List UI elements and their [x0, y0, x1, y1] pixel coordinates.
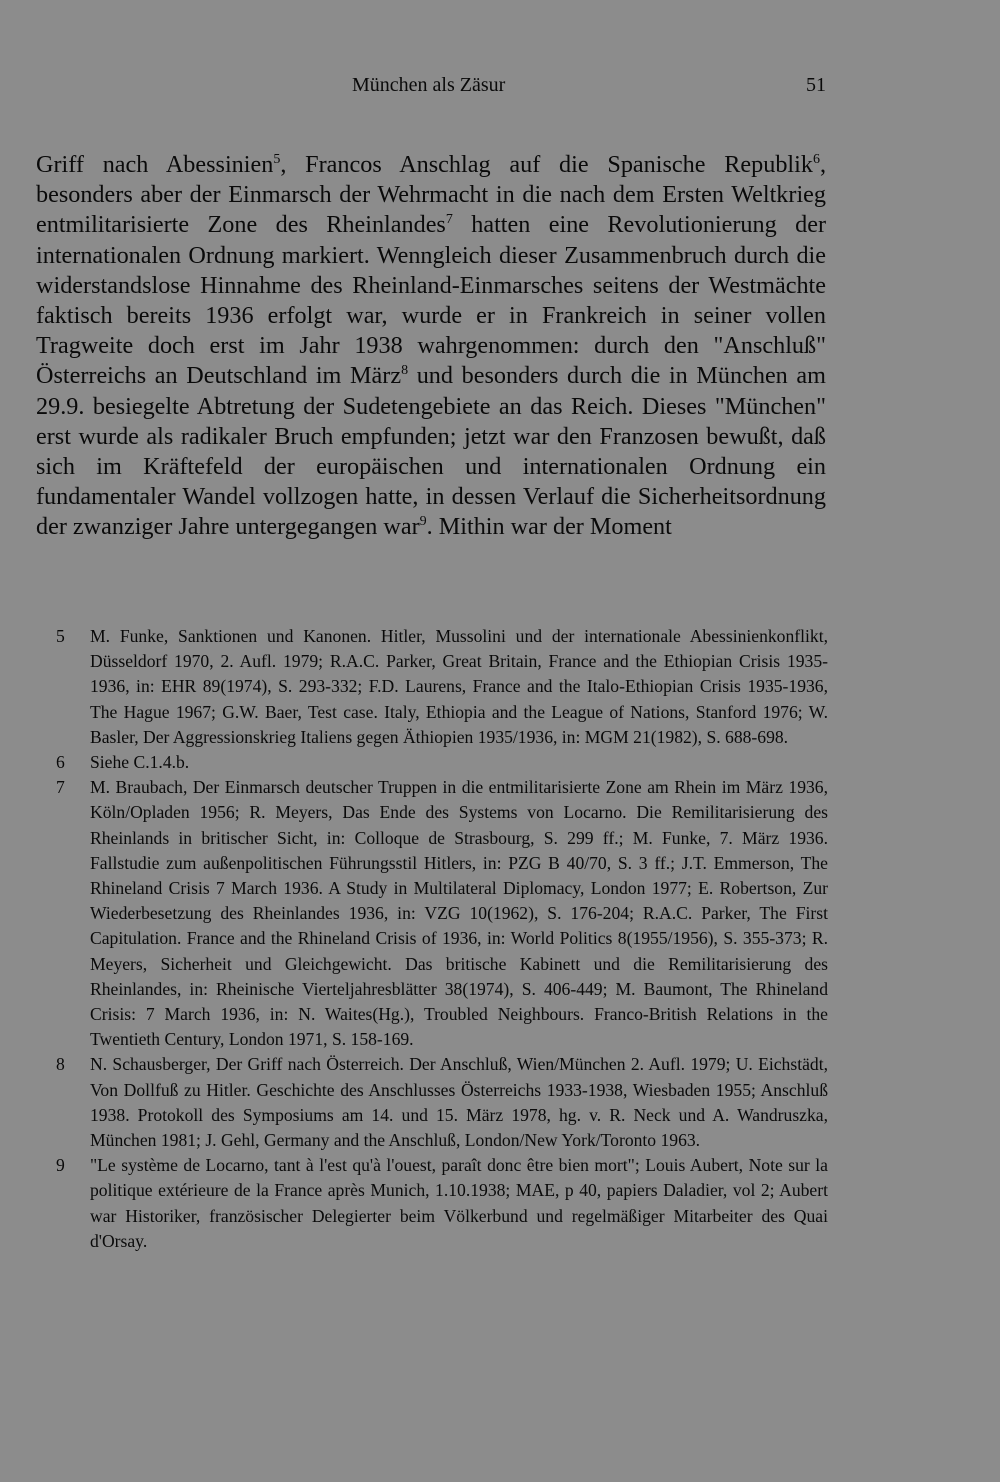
footnote-number: 9	[56, 1155, 65, 1176]
body-text-segment: , Francos Anschlag auf die Spanische Republik	[280, 151, 813, 178]
body-text-segment: und besonders durch die in München am 29.9. besiegelte Abtretung der Sudetengebiete an das Reich. Dieses "München" erst wurde als radikaler Bruch empfunden; jetzt war den Franzosen bewußt, daß sich im Kräftefeld der europäischen und internationalen Ordnung ein fundamentaler Wandel vollzogen hatte, in dessen Verlauf die Sicherheitsordnung der zwanziger Jahre untergegangen war	[36, 362, 826, 541]
footnote-marker: 5	[273, 152, 281, 167]
footnote	[56, 624, 828, 750]
footnote-text: "Le système de Locarno, tant à l'est qu'à l'ouest, paraît donc être bien mort"; Louis Aubert, Note sur la politique extérieure de la France après Munich, 1.10.1938; MAE, p 40, papiers Daladier, vol 2; Aubert war Historiker, französischer Delegierter beim Völkerbund und regelmäßiger Mitarbeiter des Quai d'Orsay.	[90, 1155, 828, 1251]
running-header	[0, 70, 1000, 100]
footnote-marker: 8	[401, 363, 409, 379]
body-text-segment: Griff nach Abessinien	[36, 151, 274, 178]
main-paragraph	[36, 150, 826, 543]
footnote-number: 6	[56, 752, 65, 773]
footnote	[56, 750, 828, 775]
page-number: 51	[806, 74, 826, 96]
body-text-segment: hatten eine Revolutionierung der internationalen Ordnung markiert. Wenngleich dieser Zusammenbruch durch die widerstandslose Hinnahme des Rheinland-Einmarsches seitens der Westmächte faktisch bereits 1936 erfolgt war, wurde er in Frankreich in seiner vollen Tragweite doch erst im Jahr 1938 wahrgenommen: durch den "Anschluß" Österreichs an Deutschland im März	[36, 211, 826, 390]
footnote-text: N. Schausberger, Der Griff nach Österreich. Der Anschluß, Wien/München 2. Aufl. 1979; U. Eichstädt, Von Dollfuß zu Hitler. Geschichte des Anschlusses Österreichs 1933-1938, Wiesbaden 1955; Anschluß 1938. Protokoll des Symposiums am 14. und 15. März 1978, hg. v. R. Neck und A. Wandruszka, München 1981; J. Gehl, Germany and the Anschluß, London/New York/Toronto 1963.	[90, 1054, 828, 1151]
footnote-marker: 9	[419, 514, 427, 530]
footnote-number: 5	[56, 626, 65, 646]
footnotes-section	[56, 624, 828, 1254]
footnote-text: Siehe C.1.4.b.	[90, 752, 190, 773]
body-text-segment: , besonders aber der Einmarsch der Wehrmacht in die nach dem Ersten Weltkrieg entmilitarisierte Zone des Rheinlandes	[36, 151, 826, 239]
body-text-segment: . Mithin war der Moment	[426, 513, 672, 541]
footnote-marker: 6	[812, 152, 820, 167]
running-title: München als Zäsur	[352, 74, 506, 96]
footnote	[56, 1153, 828, 1254]
footnote	[56, 775, 828, 1052]
footnote	[56, 1052, 828, 1153]
footnote-number: 7	[56, 777, 65, 798]
footnote-number: 8	[56, 1054, 65, 1075]
footnote-text: M. Braubach, Der Einmarsch deutscher Truppen in die entmilitarisierte Zone am Rhein im März 1936, Köln/Opladen 1956; R. Meyers, Das Ende des Systems von Locarno. Die Remilitarisierung des Rheinlands in britischer Sicht, in: Colloque de Strasbourg, S. 299 ff.; M. Funke, 7. März 1936. Fallstudie zum außenpolitischen Führungsstil Hitlers, in: PZG B 40/70, S. 3 ff.; J.T. Emmerson, The Rhineland Crisis 7 March 1936. A Study in Multilateral Diplomacy, London 1977; E. Robertson, Zur Wiederbesetzung des Rheinlandes 1936, in: VZG 10(1962), S. 176-204; R.A.C. Parker, The First Capitulation. France and the Rhineland Crisis of 1936, in: World Politics 8(1955/1956), S. 355-373; R. Meyers, Sicherheit und Gleichgewicht. Das britische Kabinett und die Remilitarisierung des Rheinlandes, in: Rheinische Vierteljahresblätter 38(1974), S. 406-449; M. Baumont, The Rhineland Crisis: 7 March 1936, in: N. Waites(Hg.), Troubled Neighbours. Franco-British Relations in the Twentieth Century, London 1971, S. 158-169.	[90, 777, 828, 1050]
footnote-text: M. Funke, Sanktionen und Kanonen. Hitler, Mussolini und der internationale Abessinienkonflikt, Düsseldorf 1970, 2. Aufl. 1979; R.A.C. Parker, Great Britain, France and the Ethiopian Crisis 1935-1936, in: EHR 89(1974), S. 293-332; F.D. Laurens, France and the Italo-Ethiopian Crisis 1935-1936, The Hague 1967; G.W. Baer, Test case. Italy, Ethiopia and the League of Nations, Stanford 1976; W. Basler, Der Aggressionskrieg Italiens gegen Äthiopien 1935/1936, in: MGM 21(1982), S. 688-698.	[90, 626, 828, 747]
footnote-marker: 7	[445, 212, 453, 228]
